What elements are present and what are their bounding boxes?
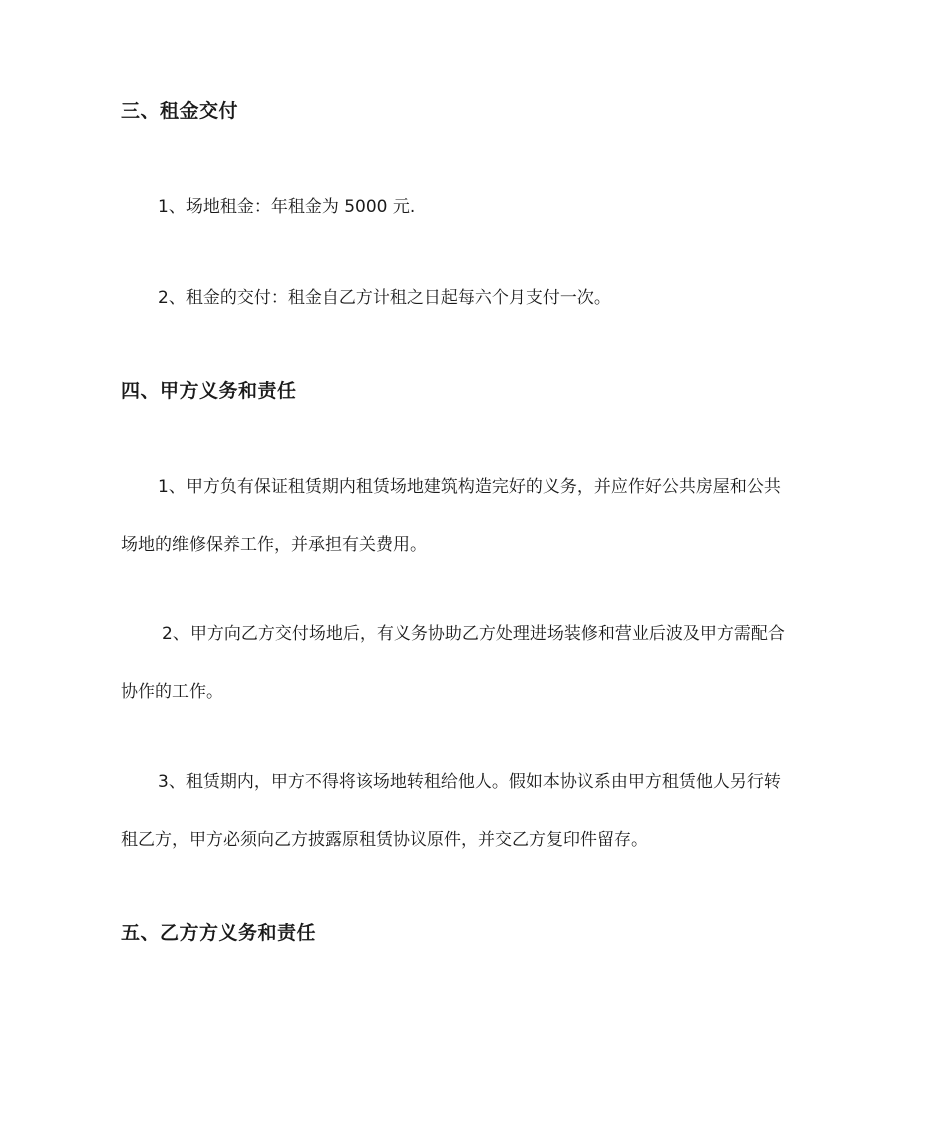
paragraph-party-a-3-line-2: 租乙方，甲方必须向乙方披露原租赁协议原件，并交乙方复印件留存。	[121, 830, 648, 850]
paragraph-party-a-3-line-1: 3、租赁期内，甲方不得将该场地转租给他人。假如本协议系由甲方租赁他人另行转	[158, 772, 781, 792]
section-heading-rent-payment: 三、租金交付	[121, 100, 239, 122]
paragraph-party-a-1-line-2: 场地的维修保养工作，并承担有关费用。	[121, 535, 427, 555]
paragraph-party-a-1-line-1: 1、甲方负有保证租赁期内租赁场地建筑构造完好的义务，并应作好公共房屋和公共	[158, 477, 781, 497]
section-heading-party-b-obligations: 五、乙方方义务和责任	[121, 922, 317, 944]
section-heading-party-a-obligations: 四、甲方义务和责任	[121, 380, 297, 402]
paragraph-rent-delivery: 2、租金的交付：租金自乙方计租之日起每六个月支付一次。	[158, 288, 611, 308]
paragraph-party-a-2-line-2: 协作的工作。	[121, 682, 223, 702]
paragraph-rent-amount: 1、场地租金：年租金为 5000 元.	[158, 197, 416, 217]
paragraph-party-a-2-line-1: 2、甲方向乙方交付场地后，有义务协助乙方处理进场装修和营业后波及甲方需配合	[162, 624, 785, 644]
